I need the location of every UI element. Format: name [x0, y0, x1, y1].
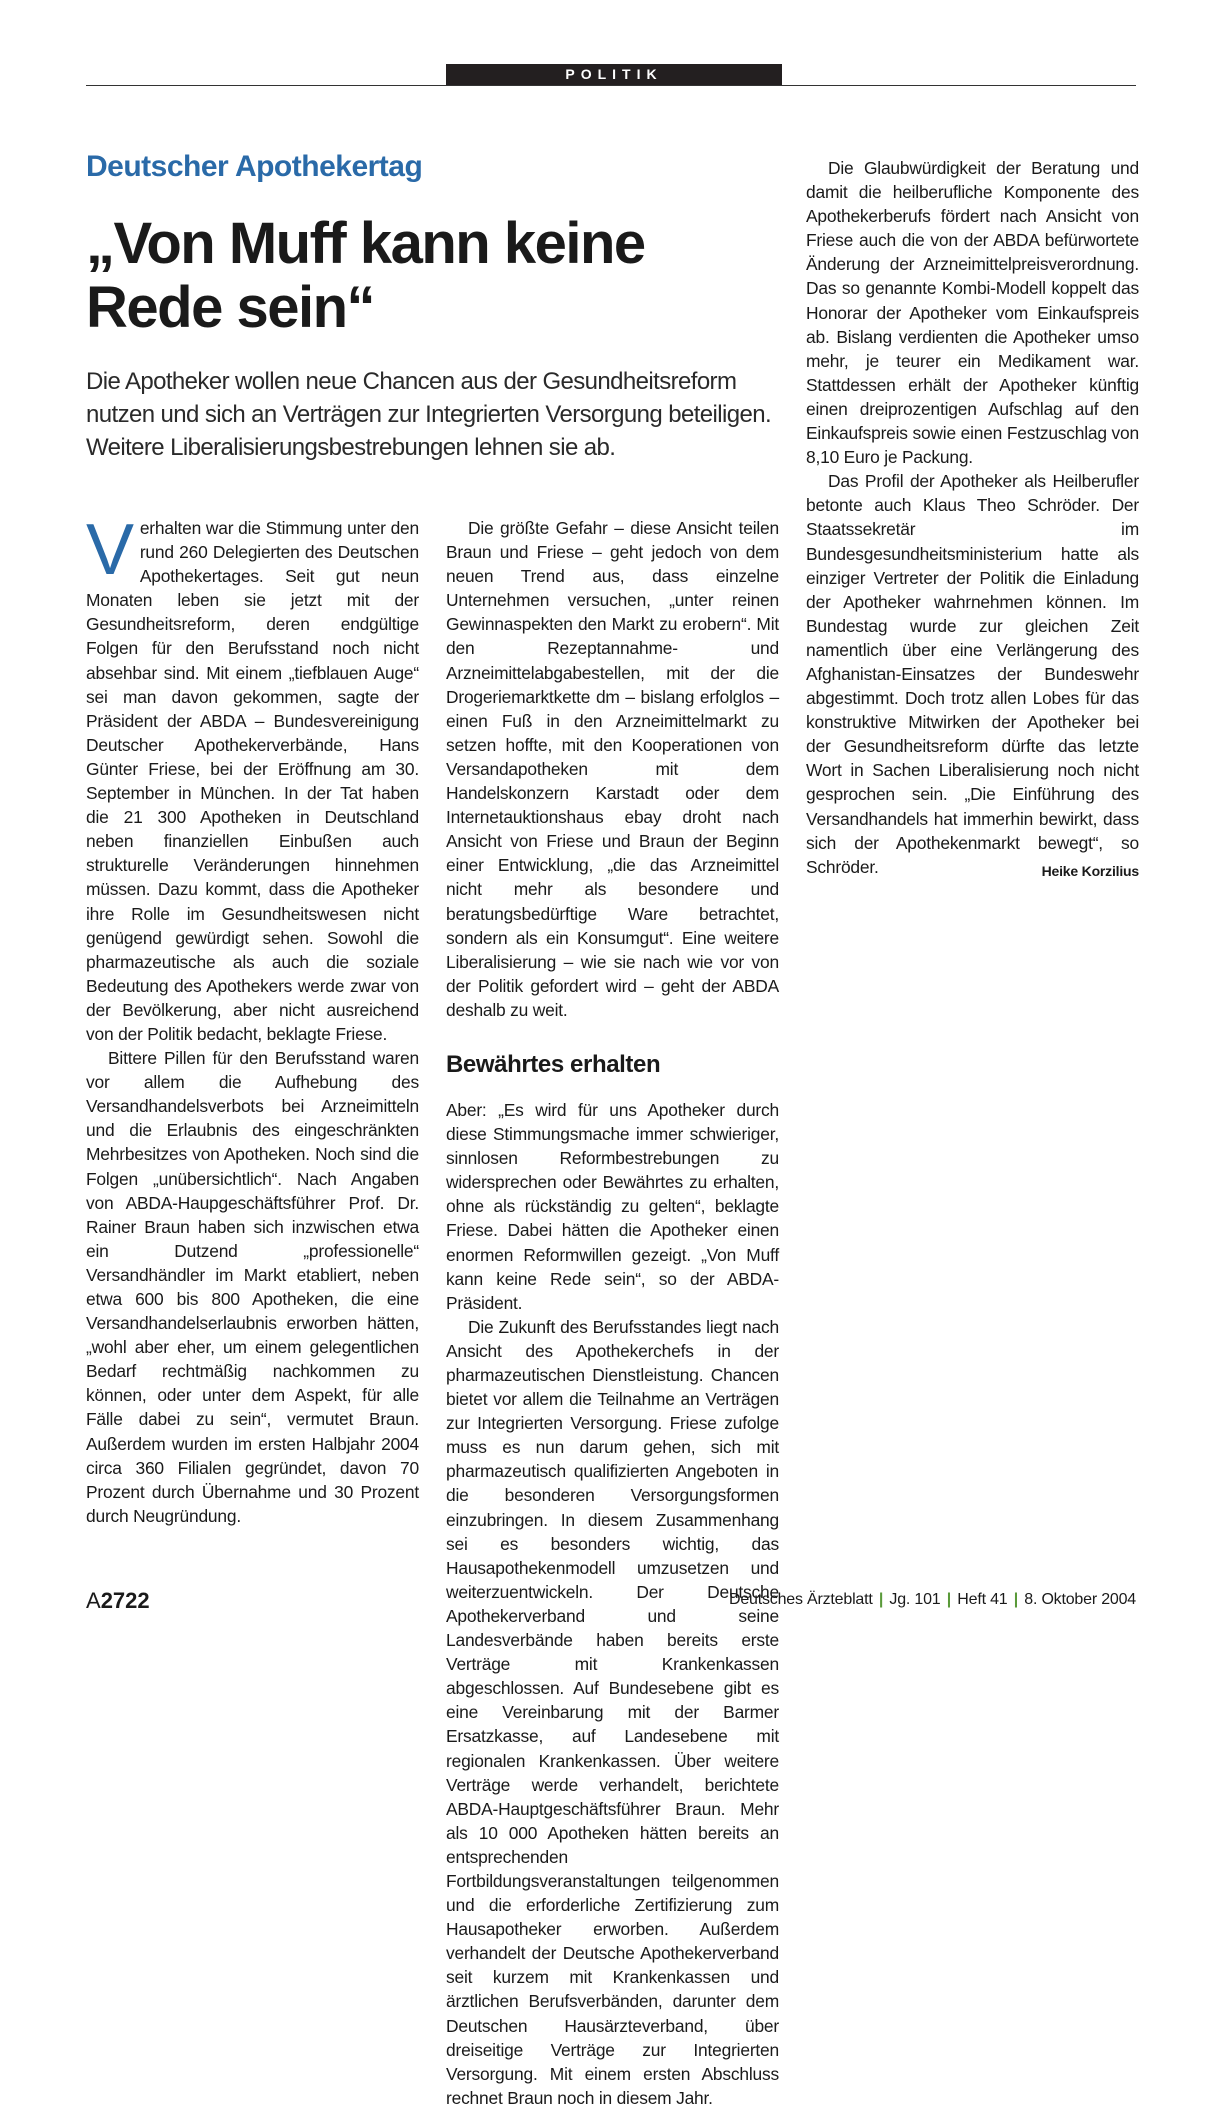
article-headline: „Von Muff kann keine Rede sein“ — [86, 211, 645, 340]
article-column-3 — [806, 156, 1139, 883]
paragraph-7 — [806, 469, 1139, 879]
drop-cap: V — [86, 510, 134, 590]
separator: | — [1013, 1591, 1018, 1608]
paragraph-3: Die größte Gefahr – diese Ansicht teilen Braun und Friese – geht jedoch von dem neuen Trend aus, dass einzelne Unternehmen versuchen, „unter reinen Gewinnaspekten den Markt zu erobern“. Mit den Rezeptannahme- und Arzneimittelabgabestellen, mit der die Drogeriemarktkette dm – bislang erfolglos – einen Fuß in den Arzneimittelmarkt zu setzen hoffte, mit den Kooperationen von Versandapotheken mit dem Handelskonzern Karstadt oder dem Internetauktionshaus ebay droht nach Ansicht von Friese und Braun der Beginn einer Entwicklung, „die das Arzneimittel nicht mehr als besondere und beratungsbedürftige Ware betrachtet, sondern als ein Konsumgut“. Eine weitere Liberalisierung – wie sie nach wie vor von der Politik gefordert wird – geht der ABDA deshalb zu weit. — [446, 518, 779, 1020]
separator: | — [946, 1591, 952, 1608]
header-rule — [86, 85, 1136, 86]
journal-name: Deutsches Ärzteblatt — [728, 1591, 873, 1608]
page-letter: A — [86, 1588, 101, 1613]
journal-volume: Jg. 101 — [889, 1591, 941, 1608]
paragraph-1 — [86, 510, 419, 1046]
paragraph-4: Aber: „Es wird für uns Apotheker durch diese Stimmungsmache immer schwieriger, sinnlosen Reformbestrebungen zu widersprechen oder Bewährtes zu erhalten, ohne als rückständig zu gelten“, beklagte Friese. Dabei hätten die Apotheker einen enormen Reformwillen gezeigt. „Von Muff kann keine Rede sein“, so der ABDA-Präsident. — [446, 1099, 779, 1313]
journal-date: 8. Oktober 2004 — [1024, 1591, 1136, 1608]
article-column-2 — [446, 516, 779, 2110]
article-subhead: Bewährtes erhalten — [446, 1050, 661, 1078]
page-number-value: 2722 — [100, 1588, 150, 1613]
article-kicker: Deutscher Apothekertag — [86, 150, 423, 183]
article-author: Heike Korzilius — [1041, 862, 1139, 879]
paragraph-1-text: erhalten war die Stimmung unter den rund 260 Delegierten des Deutschen Apothekertages. Seit gut neun Monaten leben sie jetzt mit der Gesundheitsreform, deren endgültige Folgen für den Berufsstand noch nicht absehbar sind. Mit einem „tiefblauen Auge“ sei man davon gekommen, sagte der Präsident der ABDA – Bundesvereinigung Deutscher Apothekerverbände, Hans Günter Friese, bei der Eröffnung am 30. September in München. In der Tat haben die 21 300 Apotheken in Deutschland neben finanziellen Einbußen auch strukturelle Veränderungen hinnehmen müssen. Dazu kommt, dass die Apotheker ihre Rolle im Gesundheitswesen nicht genügend gewürdigt sehen. Sowohl die pharmazeutische als auch die soziale Bedeutung des Apothekers werde zwar von der Bevölkerung, aber nicht ausreichend von der Politik bedacht, beklagte Friese. — [86, 518, 419, 1044]
paragraph-7-text: Das Profil der Apotheker als Heilberufler betonte auch Klaus Theo Schröder. Der Staatssekretär im Bundesgesundheitsministerium hatte als einziger Vertreter der Politik die Einladung der Apotheker wahrnehmen können. Im Bundestag wurde zur gleichen Zeit namentlich über eine Verlängerung des Afghanistan-Einsatzes der Bundeswehr abgestimmt. Doch trotz allen Lobes für das konstruktive Mitwirken der Apotheker bei der Gesundheitsreform dürfte das letzte Wort in Sachen Liberalisierung noch nicht gesprochen sein. „Die Einführung des Versandhandels hat immerhin bewirkt, dass sich der Apothekenmarkt bewegt“, so Schröder. — [806, 471, 1139, 877]
separator: | — [878, 1591, 884, 1608]
article-lead: Die Apotheker wollen neue Chancen aus der Gesundheitsreform nutzen und sich an Verträgen zur Integrierten Versorgung beteiligen. Weitere Liberalisierungsbestrebungen lehnen sie ab. — [86, 368, 772, 461]
section-tag: POLITIK — [446, 64, 782, 85]
journal-issue: Heft 41 — [957, 1591, 1008, 1608]
paragraph-5: Die Zukunft des Berufsstandes liegt nach Ansicht des Apothekerchefs in der pharmazeutischen Dienstleistung. Chancen bietet vor allem die Teilnahme an Verträgen zur Integrierten Versorgung. Friese zufolge muss es nun darum gehen, sich mit pharmazeutisch qualifizierten Angeboten in die besonderen Versorgungsformen einzubringen. In diesem Zusammenhang sei es besonders wichtig, das Hausapothekenmodell umzusetzen und weiterzuentwickeln. Der Deutsche Apothekerverband und seine Landesverbände haben bereits erste Verträge mit Krankenkassen abgeschlossen. Auf Bundesebene gibt es eine Vereinbarung mit der Barmer Ersatzkasse, auf Landesebene mit regionalen Krankenkassen. Über weitere Verträge werde verhandelt, berichtete ABDA-Hauptgeschäftsführer Braun. Mehr als 10 000 Apotheken hätten bereits an entsprechenden Fortbildungsveranstaltungen teilgenommen und die erforderliche Zertifizierung zum Hausapotheker erworben. Außerdem verhandelt der Deutsche Apothekerverband seit kurzem mit Krankenkassen und ärztlichen Berufsverbänden, darunter dem Deutschen Hausärzteverband, über dreiseitige Verträge zur Integrierten Versorgung. Mit einem ersten Abschluss rechnet Braun noch in diesem Jahr. — [446, 1316, 779, 2108]
paragraph-2: Bittere Pillen für den Berufsstand waren vor allem die Aufhebung des Versandhandelsverbots bei Arzneimitteln und die Erlaubnis des eingeschränkten Mehrbesitzes von Apotheken. Noch sind die Folgen „unübersichtlich“. Nach Angaben von ABDA-Haupgeschäftsführer Prof. Dr. Rainer Braun haben sich inzwischen etwa ein Dutzend „professionelle“ Versandhändler im Markt etabliert, neben etwa 600 bis 800 Apotheken, die eine Versandhandelserlaubnis erworben hätten, „wohl aber eher, um einem gelegentlichen Bedarf rechtmäßig nachkommen zu können, oder unter dem Aspekt, für alle Fälle dabei zu sein“, vermutet Braun. Außerdem wurden im ersten Halbjahr 2004 circa 360 Filialen gegründet, davon 70 Prozent durch Übernahme und 30 Prozent durch Neugründung. — [86, 1048, 419, 1526]
page-number — [86, 1588, 150, 1614]
article-column-1 — [86, 510, 419, 1528]
journal-citation — [729, 1591, 1136, 1609]
paragraph-6: Die Glaubwürdigkeit der Beratung und damit die heilberufliche Komponente des Apothekerberufs fördert nach Ansicht von Friese auch die von der ABDA befürwortete Änderung der Arzneimittelpreisverordnung. Das so genannte Kombi-Modell koppelt das Honorar der Apotheker vom Einkaufspreis ab. Bislang verdienten die Apotheker umso mehr, je teurer ein Medikament war. Stattdessen erhält der Apotheker künftig einen dreiprozentigen Aufschlag auf den Einkaufspreis sowie einen Festzuschlag von 8,10 Euro je Packung. — [806, 158, 1139, 468]
